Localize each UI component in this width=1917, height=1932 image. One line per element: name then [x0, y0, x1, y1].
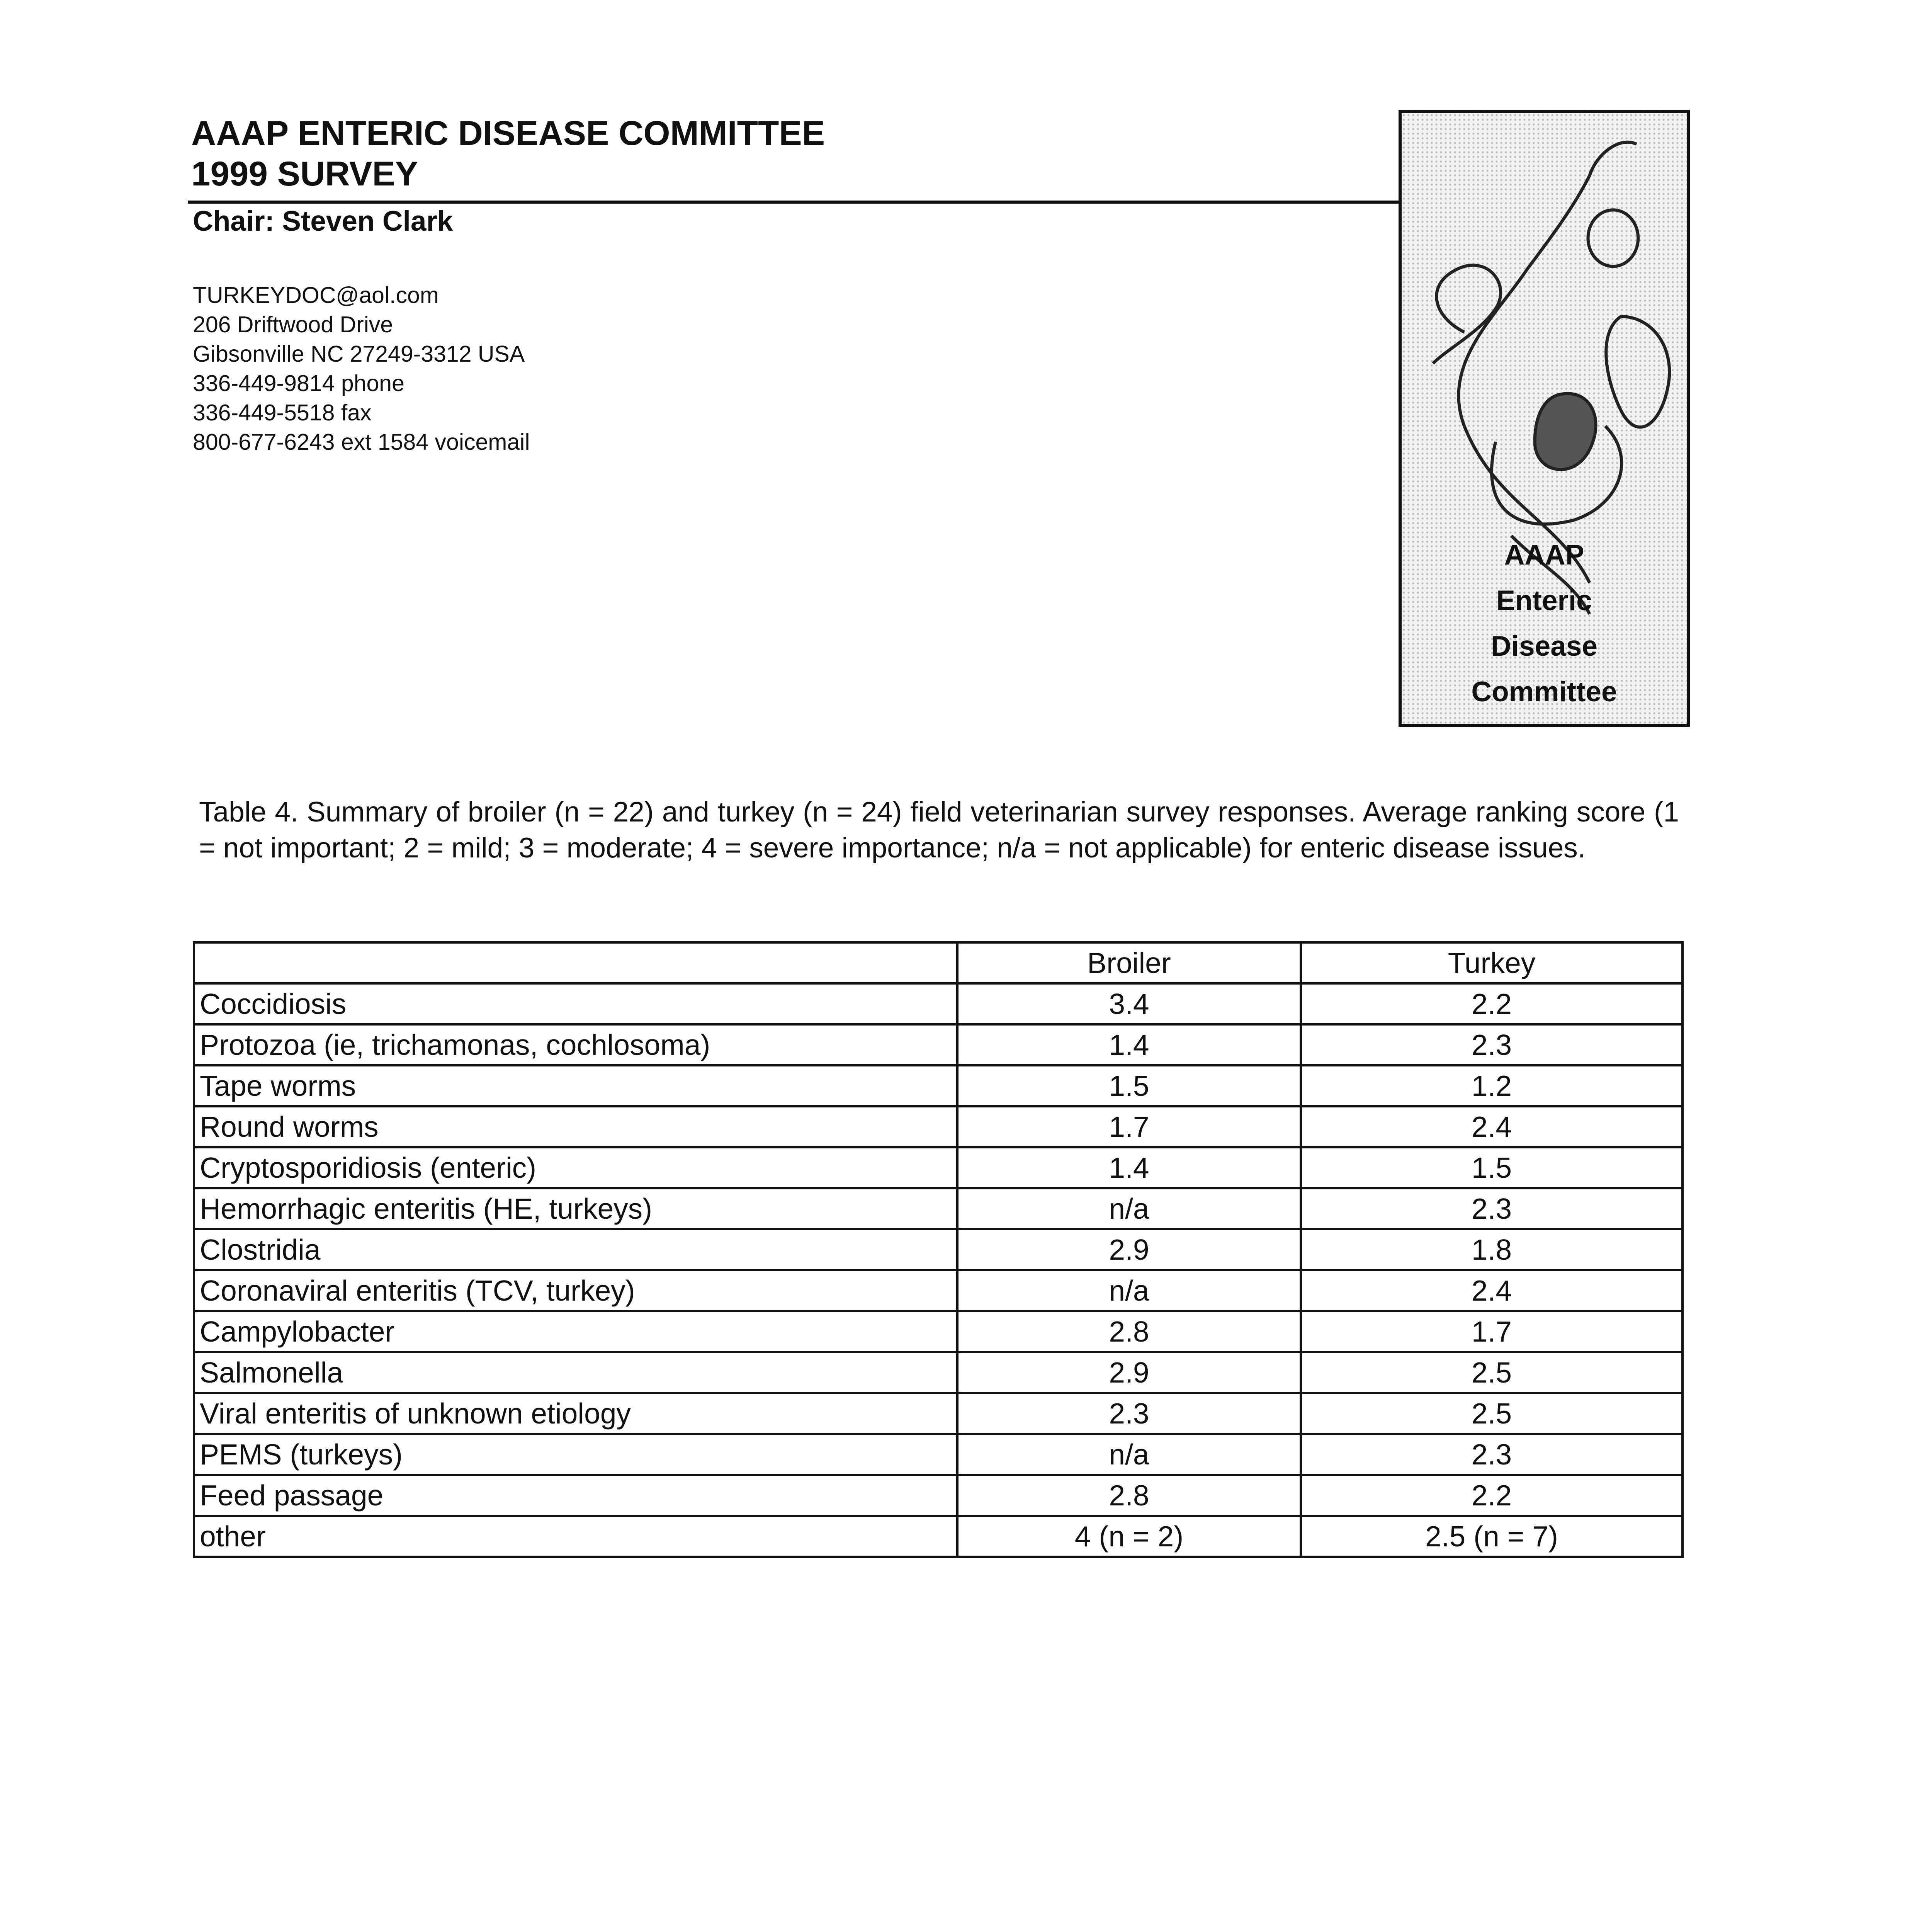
turkey-cell: 2.3	[1301, 1434, 1682, 1475]
contact-block	[193, 281, 530, 457]
logo-wordmark	[1402, 532, 1687, 715]
title-line-1: AAAP ENTERIC DISEASE COMMITTEE	[191, 114, 825, 152]
contact-fax: 336-449-5518 fax	[193, 400, 372, 425]
logo-line: AAAP	[1504, 539, 1584, 571]
disease-cell: Tape worms	[194, 1065, 957, 1106]
turkey-cell: 2.2	[1301, 983, 1682, 1024]
disease-cell: Feed passage	[194, 1475, 957, 1516]
broiler-cell: n/a	[957, 1270, 1301, 1311]
disease-cell: Viral enteritis of unknown etiology	[194, 1393, 957, 1434]
table-header-row	[194, 942, 1682, 983]
table-row	[194, 1516, 1682, 1557]
contact-city: Gibsonville NC 27249-3312 USA	[193, 341, 525, 367]
broiler-cell: n/a	[957, 1188, 1301, 1229]
disease-cell: Protozoa (ie, trichamonas, cochlosoma)	[194, 1024, 957, 1065]
disease-cell: Coronaviral enteritis (TCV, turkey)	[194, 1270, 957, 1311]
broiler-cell: 1.5	[957, 1065, 1301, 1106]
table-row	[194, 1434, 1682, 1475]
turkey-cell: 2.3	[1301, 1188, 1682, 1229]
turkey-cell: 1.5	[1301, 1147, 1682, 1188]
table-row	[194, 1229, 1682, 1270]
table-row	[194, 1475, 1682, 1516]
turkey-cell: 2.4	[1301, 1106, 1682, 1147]
document-title	[191, 113, 825, 194]
table-row	[194, 1147, 1682, 1188]
table-row	[194, 1311, 1682, 1352]
header-disease	[194, 942, 957, 983]
broiler-cell: 2.9	[957, 1352, 1301, 1393]
logo-line: Committee	[1471, 676, 1617, 707]
contact-phone: 336-449-9814 phone	[193, 371, 404, 396]
broiler-cell: 2.8	[957, 1311, 1301, 1352]
broiler-cell: n/a	[957, 1434, 1301, 1475]
turkey-cell: 2.5	[1301, 1352, 1682, 1393]
chair-name: Chair: Steven Clark	[193, 206, 453, 237]
disease-cell: Cryptosporidiosis (enteric)	[194, 1147, 957, 1188]
title-line-2: 1999 SURVEY	[191, 154, 418, 193]
turkey-cell: 2.4	[1301, 1270, 1682, 1311]
header-rule	[188, 201, 1399, 204]
disease-cell: PEMS (turkeys)	[194, 1434, 957, 1475]
table-row	[194, 1270, 1682, 1311]
header-turkey: Turkey	[1301, 942, 1682, 983]
logo-line: Enteric	[1496, 585, 1592, 616]
turkey-cell: 1.7	[1301, 1311, 1682, 1352]
disease-cell: Salmonella	[194, 1352, 957, 1393]
broiler-cell: 1.7	[957, 1106, 1301, 1147]
table-row	[194, 1393, 1682, 1434]
broiler-cell: 2.9	[957, 1229, 1301, 1270]
turkey-cell: 1.8	[1301, 1229, 1682, 1270]
turkey-cell: 2.5 (n = 7)	[1301, 1516, 1682, 1557]
committee-logo	[1399, 110, 1690, 727]
disease-cell: other	[194, 1516, 957, 1557]
broiler-cell: 1.4	[957, 1024, 1301, 1065]
broiler-cell: 4 (n = 2)	[957, 1516, 1301, 1557]
header-broiler: Broiler	[957, 942, 1301, 983]
broiler-cell: 2.3	[957, 1393, 1301, 1434]
turkey-cell: 2.3	[1301, 1024, 1682, 1065]
table-row	[194, 1352, 1682, 1393]
table-row	[194, 983, 1682, 1024]
disease-cell: Coccidiosis	[194, 983, 957, 1024]
contact-voicemail: 800-677-6243 ext 1584 voicemail	[193, 429, 530, 455]
broiler-cell: 2.8	[957, 1475, 1301, 1516]
contact-street: 206 Driftwood Drive	[193, 312, 393, 337]
turkey-cell: 2.5	[1301, 1393, 1682, 1434]
survey-table	[193, 941, 1684, 1558]
table-row	[194, 1106, 1682, 1147]
disease-cell: Hemorrhagic enteritis (HE, turkeys)	[194, 1188, 957, 1229]
broiler-cell: 1.4	[957, 1147, 1301, 1188]
contact-email: TURKEYDOC@aol.com	[193, 282, 439, 308]
logo-line: Disease	[1491, 631, 1598, 662]
disease-cell: Campylobacter	[194, 1311, 957, 1352]
table-caption: Table 4. Summary of broiler (n = 22) and turkey (n = 24) field veterinarian survey responses. Average ranking score (1 = not important; 2 = mild; 3 = moderate; 4 = severe importance; n/a = not applicable) for enteric disease issues.	[199, 796, 1679, 864]
turkey-cell: 1.2	[1301, 1065, 1682, 1106]
table-row	[194, 1024, 1682, 1065]
broiler-cell: 3.4	[957, 983, 1301, 1024]
table-row	[194, 1065, 1682, 1106]
turkey-cell: 2.2	[1301, 1475, 1682, 1516]
table-row	[194, 1188, 1682, 1229]
disease-cell: Round worms	[194, 1106, 957, 1147]
disease-cell: Clostridia	[194, 1229, 957, 1270]
